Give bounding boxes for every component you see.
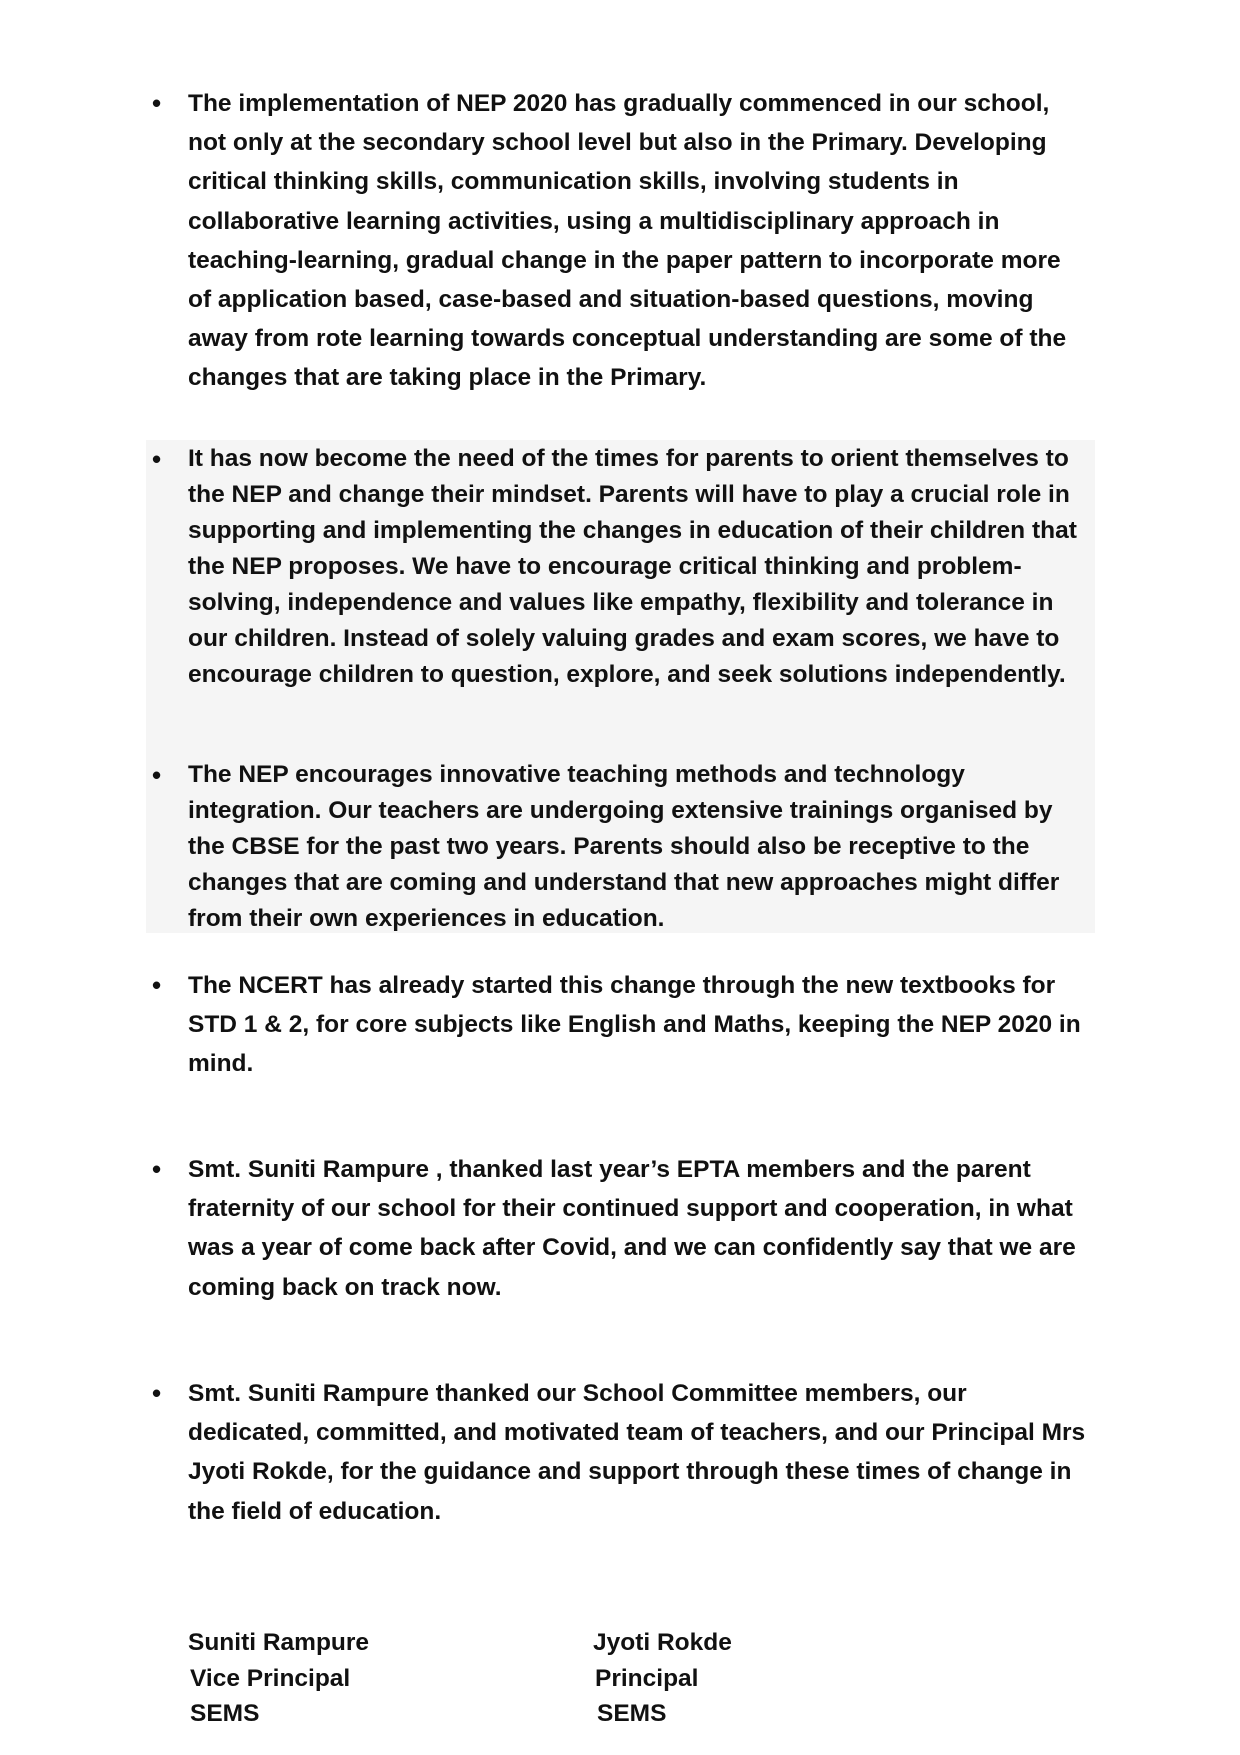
bullet-item-thanks-epta: • Smt. Suniti Rampure , thanked last year’s EPTA members and the parent fraternity of our school for their continued support and cooperation, in what was a year of come back after Covid, and we can confidently say that we are coming back on track now. [188, 1150, 1088, 1307]
bullet-item-nep-implementation: • The implementation of NEP 2020 has gradually commenced in our school, not only at the secondary school level but also in the Primary. Developing critical thinking skills, communication skills, involving students in collaborative learning activities, using a multidisciplinary approach in teaching-learning, gradual change in the paper pattern to incorporate more of application based, case-based and situation-based questions, moving away from rote learning towards conceptual understanding are some of the changes that are taking place in the Primary. [188, 84, 1088, 398]
bullet-item-thanks-committee: • Smt. Suniti Rampure thanked our School Committee members, our dedicated, committed, and motivated team of teachers, and our Principal Mrs Jyoti Rokde, for the guidance and support through these times of change in the field of education. [188, 1374, 1088, 1531]
bullet-item-innovative-teaching: • The NEP encourages innovative teaching methods and technology integration. Our teachers are undergoing extensive trainings organised by the CBSE for the past two years. Parents should also be receptive to the changes that are coming and understand that new approaches might differ from their own experiences in education. [188, 757, 1088, 937]
signature-name: Jyoti Rokde [593, 1629, 732, 1656]
signature-org: SEMS [190, 1700, 260, 1727]
signature-role: Principal [595, 1664, 699, 1692]
signature-role: Vice Principal [190, 1664, 351, 1692]
signature-block-vice-principal [188, 1625, 369, 1732]
signature-block-principal [593, 1625, 732, 1732]
bullet-item-ncert-textbooks: • The NCERT has already started this change through the new textbooks for STD 1 & 2, for core subjects like English and Maths, keeping the NEP 2020 in mind. [188, 966, 1088, 1084]
bullet-item-parents-orientation: • It has now become the need of the times for parents to orient themselves to the NEP and change their mindset. Parents will have to play a crucial role in supporting and implementing the changes in education of their children that the NEP proposes. We have to encourage critical thinking and problem-solving, independence and values like empathy, flexibility and tolerance in our children. Instead of solely valuing grades and exam scores, we have to encourage children to question, explore, and seek solutions independently. [188, 441, 1088, 693]
signature-org: SEMS [597, 1700, 667, 1727]
signature-name: Suniti Rampure [188, 1629, 370, 1656]
